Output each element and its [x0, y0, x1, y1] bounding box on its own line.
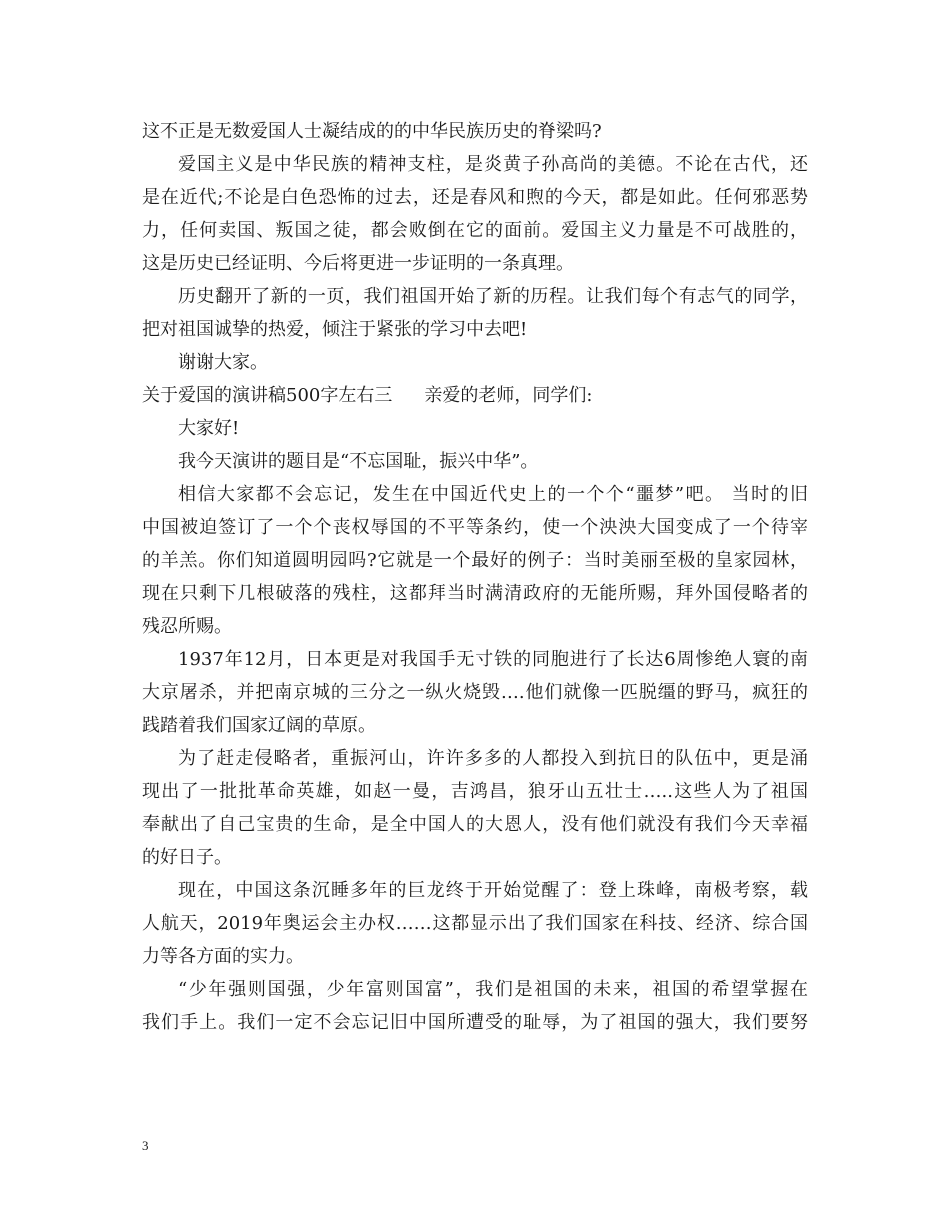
paragraph-line: 力等各方面的实力。	[142, 946, 304, 967]
paragraph-line: 人航天，2019年奥运会主办权……这都显示出了我们国家在科技、经济、综合国	[142, 913, 808, 934]
paragraph-line: 现在只剩下几根破落的残柱，这都拜当时满清政府的无能所赐，拜外国侵略者的	[142, 583, 808, 604]
paragraph-line: 谢谢大家。	[178, 352, 268, 373]
page-number: 3	[142, 1138, 149, 1153]
paragraph-line: 的好日子。	[142, 847, 232, 868]
paragraph-line: 1937年12月，日本更是对我国手无寸铁的同胞进行了长达6周惨绝人寰的南	[178, 649, 808, 670]
paragraph-line: 现在，中国这条沉睡多年的巨龙终于开始觉醒了：登上珠峰，南极考察，载	[178, 880, 808, 901]
paragraph-line: 为了赶走侵略者，重振河山，许许多多的人都投入到抗日的队伍中，更是涌	[178, 748, 808, 769]
paragraph-line: “少年强则国强，少年富则国富”，我们是祖国的未来，祖国的希望掌握在	[178, 979, 808, 1000]
paragraph-line: 历史翻开了新的一页，我们祖国开始了新的历程。让我们每个有志气的同学，	[178, 286, 808, 307]
paragraph-line: 爱国主义是中华民族的精神支柱，是炎黄子孙高尚的美德。不论在古代，还	[178, 154, 808, 175]
paragraph-line: 残忍所赐。	[142, 616, 232, 637]
salutation: 亲爱的老师，同学们:	[424, 385, 593, 406]
section-heading-line	[142, 384, 592, 408]
paragraph-line: 现出了一批批革命英雄，如赵一曼，吉鸿昌，狼牙山五壮士…..这些人为了祖国	[142, 781, 808, 802]
paragraph-line: 我今天演讲的题目是“不忘国耻，振兴中华”。	[178, 451, 539, 472]
paragraph-line: 我们手上。我们一定不会忘记旧中国所遭受的耻辱，为了祖国的强大，我们要努	[142, 1012, 808, 1033]
section-title: 关于爱国的演讲稿500字左右三	[142, 385, 393, 406]
paragraph-line: 大家好!	[178, 418, 240, 439]
paragraph-line: 把对祖国诚挚的热爱，倾注于紧张的学习中去吧!	[142, 319, 528, 340]
paragraph-line: 相信大家都不会忘记，发生在中国近代史上的一个个“噩梦”吧。 当时的旧	[178, 484, 808, 505]
paragraph-line: 这不正是无数爱国人士凝结成的的中华民族历史的脊梁吗?	[142, 121, 602, 142]
paragraph-line: 中国被迫签订了一个个丧权辱国的不平等条约，使一个泱泱大国变成了一个待宰	[142, 517, 808, 538]
paragraph-line: 的羊羔。你们知道圆明园吗?它就是一个最好的例子：当时美丽至极的皇家园林，	[142, 550, 808, 571]
paragraph-line: 这是历史已经证明、今后将更进一步证明的一条真理。	[142, 253, 574, 274]
paragraph-line: 大京屠杀，并把南京城的三分之一纵火烧毁….他们就像一匹脱缰的野马，疯狂的	[142, 682, 808, 703]
paragraph-line: 是在近代;不论是白色恐怖的过去，还是春风和煦的今天，都是如此。任何邪恶势	[142, 187, 808, 208]
paragraph-line: 践踏着我们国家辽阔的草原。	[142, 715, 376, 736]
paragraph-line: 力，任何卖国、叛国之徒，都会败倒在它的面前。爱国主义力量是不可战胜的，	[142, 220, 808, 241]
paragraph-line: 奉献出了自己宝贵的生命，是全中国人的大恩人，没有他们就没有我们今天幸福	[142, 814, 808, 835]
